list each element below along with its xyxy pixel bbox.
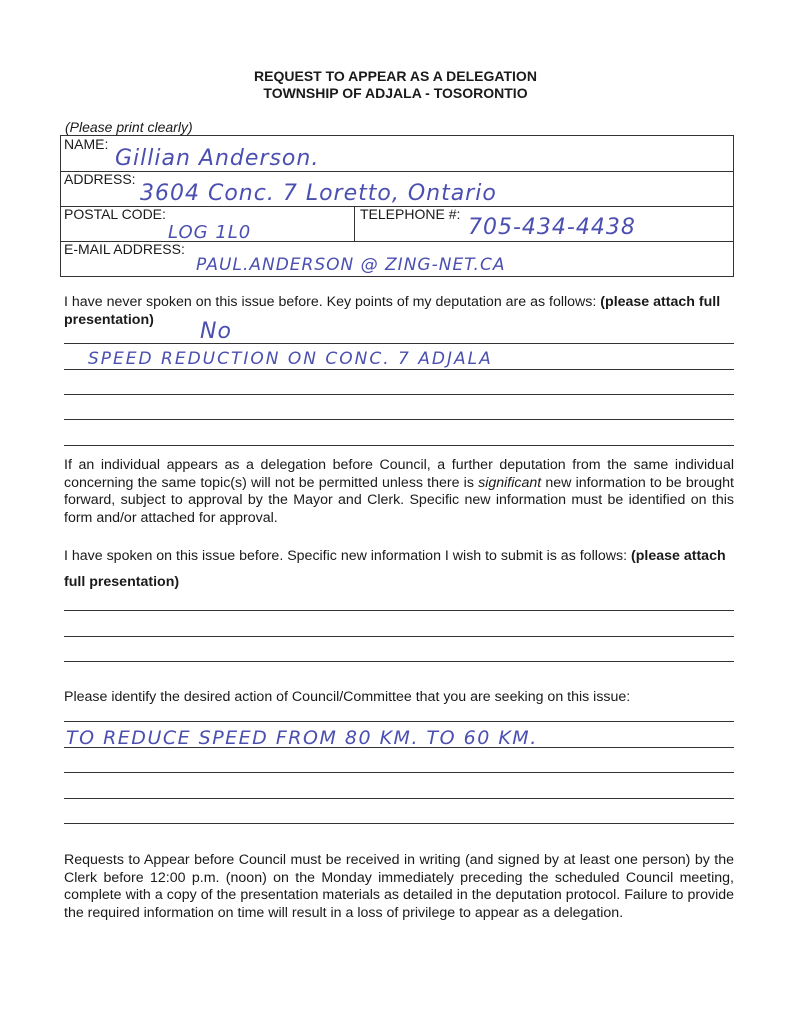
address-label: ADDRESS: <box>64 171 136 187</box>
answer-line <box>64 772 734 773</box>
answer-line <box>64 610 734 611</box>
key-points-answer-2[interactable]: SPEED REDUCTION ON CONC. 7 ADJALA <box>88 349 493 369</box>
email-field[interactable]: PAUL.ANDERSON @ ZING-NET.CA <box>196 255 506 275</box>
answer-line <box>64 394 734 395</box>
print-note: (Please print clearly) <box>65 119 193 135</box>
answer-line <box>64 343 734 344</box>
answer-line <box>64 445 734 446</box>
row-divider <box>61 171 733 172</box>
answer-line <box>64 369 734 370</box>
answer-line <box>64 798 734 799</box>
column-divider <box>354 206 355 241</box>
form-title: REQUEST TO APPEAR AS A DELEGATION <box>254 68 537 84</box>
desired-action-prompt: Please identify the desired action of Council/Committee that you are seeking on this issue: <box>64 689 631 705</box>
answer-line <box>64 636 734 637</box>
answer-line <box>64 823 734 824</box>
answer-line <box>64 419 734 420</box>
name-label: NAME: <box>64 136 109 152</box>
spoken-before-text: I have spoken on this issue before. Specific new information I wish to submit is as follows: <box>64 548 628 564</box>
policy-emphasis: significant <box>478 474 542 491</box>
postal-code-label: POSTAL CODE: <box>64 206 166 222</box>
telephone-field[interactable]: 705-434-4438 <box>468 215 636 240</box>
spoken-before-prompt <box>64 543 734 595</box>
email-label: E-MAIL ADDRESS: <box>64 241 185 257</box>
address-field[interactable]: 3604 Conc. 7 Loretto, Ontario <box>140 181 497 206</box>
telephone-label: TELEPHONE #: <box>360 206 461 222</box>
name-field[interactable]: Gillian Anderson. <box>115 146 320 171</box>
answer-line <box>64 721 734 722</box>
policy-text-2: new information to be brought forward, subject to approval by the Mayor and Clerk. Specific new information must be identified on this form and/or attached for approval. <box>64 474 734 526</box>
form-subtitle: TOWNSHIP OF ADJALA - TOSORONTIO <box>263 85 528 101</box>
never-spoken-attach-note: (please attach full presentation) <box>64 294 721 328</box>
policy-text-1: If an individual appears as a delegation before Council, a further deputation from the same individual concerning the same topic(s) will not be permitted unless there is <box>64 457 734 491</box>
never-spoken-text: I have never spoken on this issue before. Key points of my deputation are as follows: <box>64 294 597 310</box>
key-points-answer-1[interactable]: No <box>200 319 232 344</box>
never-spoken-prompt <box>64 294 734 329</box>
policy-paragraph <box>64 457 734 527</box>
desired-action-answer-1[interactable]: TO REDUCE SPEED FROM 80 KM. TO 60 KM. <box>66 727 538 749</box>
footer-paragraph: Requests to Appear before Council must be received in writing (and signed by at least one person) by the Clerk before 12:00 p.m. (noon) on the Monday immediately preceding the scheduled Council meeting, complete with a copy of the presentation materials as detailed in the deputation protocol. Failure to provide the required information on time will result in a loss of privilege to appear as a delegation. <box>64 852 734 921</box>
postal-code-field[interactable]: LOG 1L0 <box>168 222 252 243</box>
spoken-before-attach-note: (please attach full presentation) <box>64 548 726 590</box>
answer-line <box>64 661 734 662</box>
